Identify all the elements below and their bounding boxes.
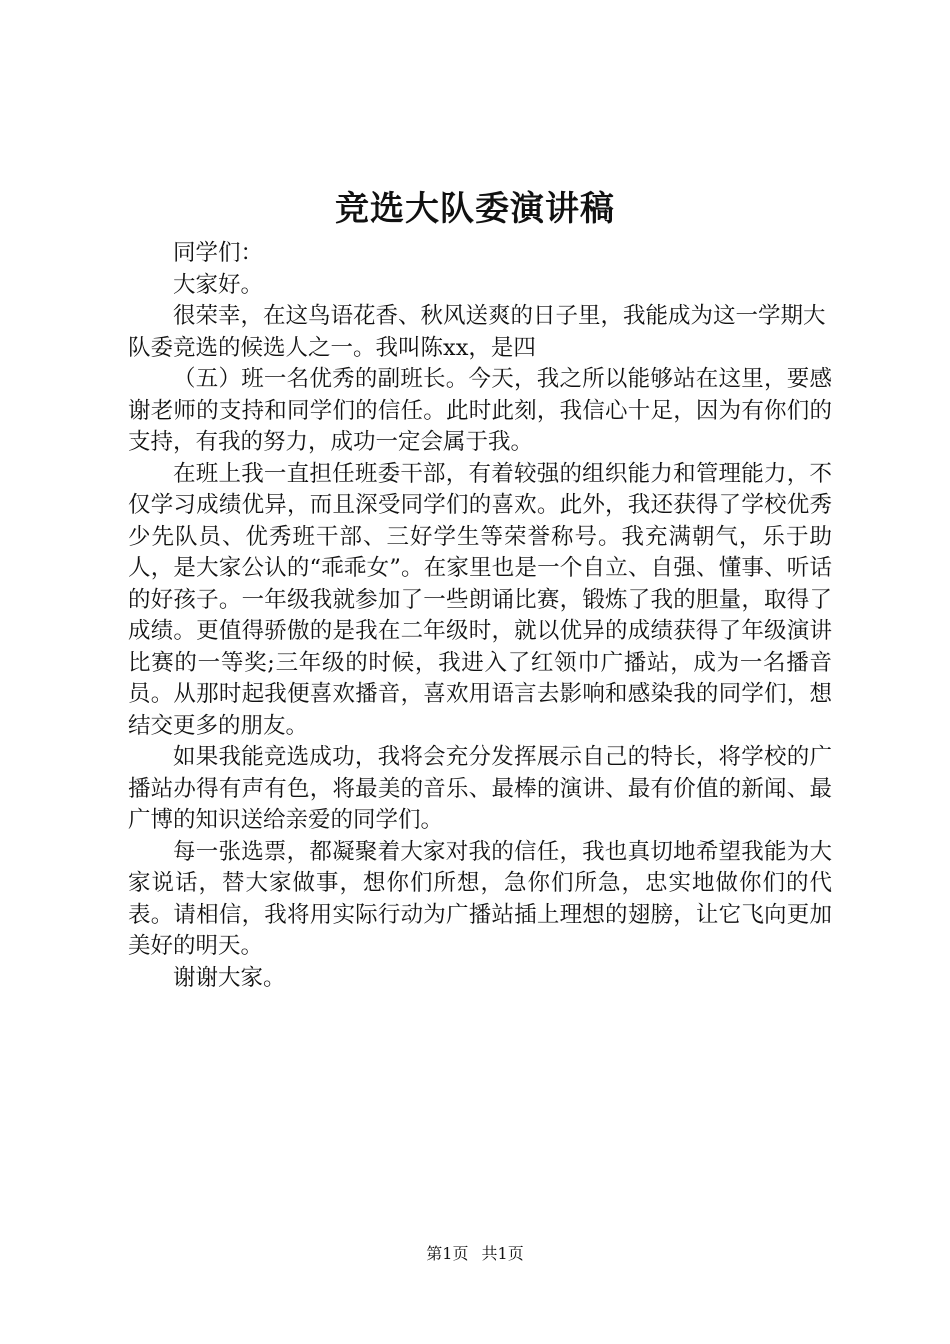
paragraph-achievements: 在班上我一直担任班委干部，有着较强的组织能力和管理能力，不仅学习成绩优异，而且深受同学们的喜欢。此外，我还获得了学校优秀少先队员、优秀班干部、三好学生等荣誉称号。我充满朝气，乐于助人，是大家公认的“乖乖女”。在家里也是一个自立、自强、懂事、听话的好孩子。一年级我就参加了一些朗诵比赛，锻炼了我的胆量，取得了成绩。更值得骄傲的是我在二年级时，就以优异的成绩获得了年级演讲比赛的一等奖;三年级的时候，我进入了红领巾广播站，成为一名播音员。从那时起我便喜欢播音，喜欢用语言去影响和感染我的同学们，想结交更多的朋友。 bbox=[128, 460, 832, 739]
page-number: 第1页 bbox=[426, 1244, 469, 1263]
paragraph-class-role: （五）班一名优秀的副班长。今天，我之所以能够站在这里，要感谢老师的支持和同学们的信任。此时此刻，我信心十足，因为有你们的支持，有我的努力，成功一定会属于我。 bbox=[128, 366, 832, 455]
page-total: 共1页 bbox=[481, 1244, 524, 1263]
page-footer bbox=[0, 1242, 950, 1266]
paragraph-salutation: 同学们： bbox=[173, 240, 264, 266]
paragraph-greeting: 大家好。 bbox=[173, 271, 264, 298]
paragraph-appeal: 每一张选票，都凝聚着大家对我的信任，我也真切地希望我能为大家说话，替大家做事，想你们所想，急你们所急，忠实地做你们的代表。请相信，我将用实际行动为广播站插上理想的翅膀，让它飞向更加美好的明天。 bbox=[128, 838, 832, 959]
paragraph-plans: 如果我能竞选成功，我将会充分发挥展示自己的特长，将学校的广播站办得有声有色，将最美的音乐、最棒的演讲、最有价值的新闻、最广博的知识送给亲爱的同学们。 bbox=[128, 744, 832, 833]
document-body bbox=[128, 238, 832, 994]
document-title: 竞选大队委演讲稿 bbox=[335, 189, 615, 229]
paragraph-closing: 谢谢大家。 bbox=[173, 964, 286, 991]
paragraph-introduction: 很荣幸，在这鸟语花香、秋风送爽的日子里，我能成为这一学期大队委竞选的候选人之一。我叫陈xx，是四 bbox=[128, 303, 826, 361]
